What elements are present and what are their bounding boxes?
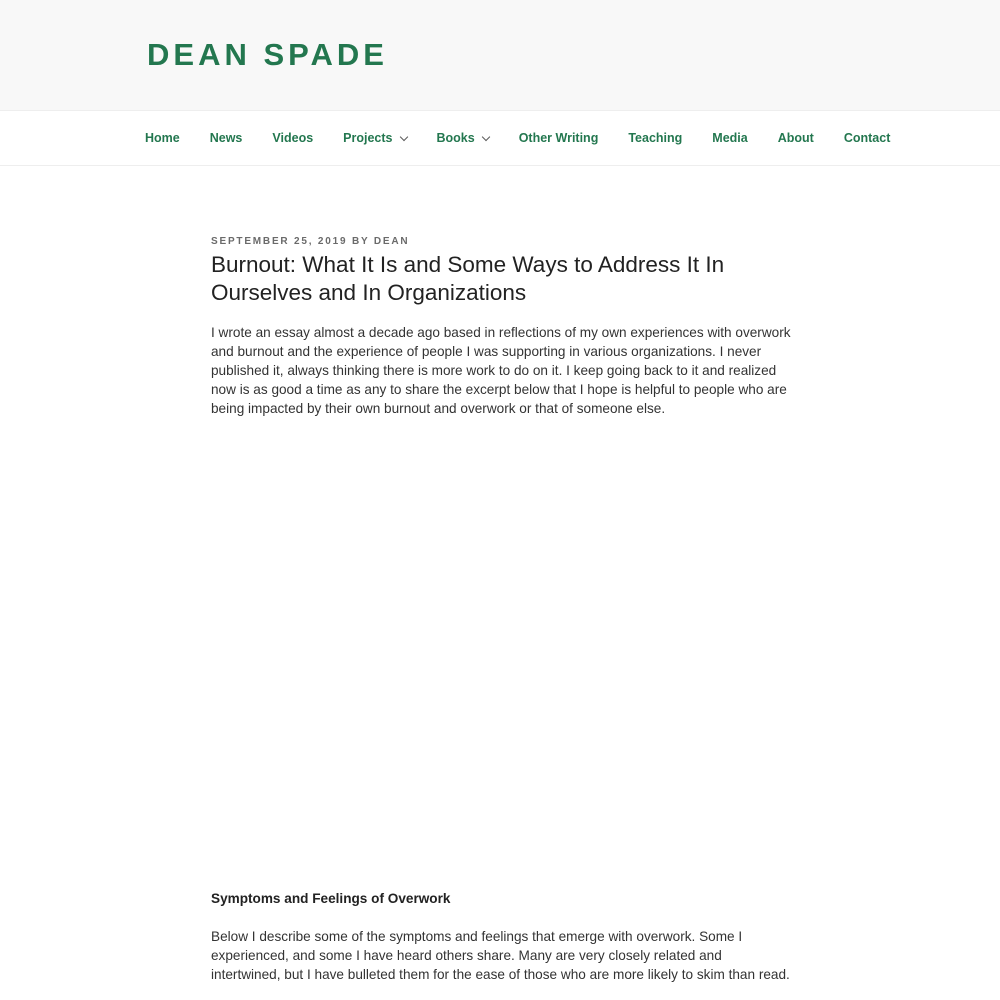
post-byline-prefix: BY [351, 236, 370, 247]
section-body-paragraph: Below I describe some of the symptoms and feelings that emerge with overwork. Some I experienced, and some I have heard others share. Many are very closely related and intertwined, but I have bulleted them for the ease of those who are more likely to skim than read. [211, 929, 790, 982]
nav-item-label: News [209, 131, 243, 145]
nav-item-videos[interactable] [257, 129, 328, 147]
nav-item-teaching[interactable] [613, 129, 697, 147]
post-header [211, 235, 791, 307]
nav-item-label: About [777, 131, 814, 145]
post-author-link[interactable]: DEAN [373, 236, 410, 247]
nav-item-media[interactable] [697, 129, 762, 147]
post-meta [211, 235, 791, 249]
nav-item-label: Media [712, 131, 748, 145]
site-header [0, 0, 1000, 111]
nav-item-other-writing[interactable] [504, 129, 614, 147]
chevron-down-icon[interactable] [399, 132, 407, 140]
nav-item-label: Teaching [628, 131, 683, 145]
nav-item-label: Videos [272, 131, 314, 145]
nav-menu [130, 111, 905, 165]
post-date-link[interactable]: SEPTEMBER 25, 2019 [211, 236, 348, 247]
nav-item-books[interactable] [422, 129, 504, 147]
nav-item-news[interactable] [195, 129, 258, 147]
main-navigation [0, 111, 1000, 166]
post-intro [211, 323, 791, 418]
section-heading: Symptoms and Feelings of Overwork [211, 891, 451, 906]
nav-item-label: Home [145, 131, 180, 145]
post-intro-paragraph: I wrote an essay almost a decade ago based in reflections of my own experiences with overwork and burnout and the experience of people I was supporting in various organizations. I never published it, always thinking there is more work to do on it. I keep going back to it and realized now is as good a time as any to share the excerpt below that I hope is helpful to people who are being impacted by their own burnout and overwork or that of someone else. [211, 325, 791, 416]
nav-item-about[interactable] [763, 129, 829, 147]
nav-item-label: Projects [343, 131, 393, 145]
section-body [211, 927, 791, 984]
nav-item-label: Other Writing [518, 131, 599, 145]
site-title-link[interactable]: DEAN SPADE [147, 37, 388, 72]
nav-item-home[interactable] [130, 129, 195, 147]
post-title: Burnout: What It Is and Some Ways to Address It In Ourselves and In Organizations [211, 252, 725, 305]
nav-item-label: Books [436, 131, 475, 145]
chevron-down-icon[interactable] [481, 132, 489, 140]
nav-item-contact[interactable] [829, 129, 906, 147]
nav-item-label: Contact [843, 131, 891, 145]
nav-item-projects[interactable] [328, 129, 421, 147]
